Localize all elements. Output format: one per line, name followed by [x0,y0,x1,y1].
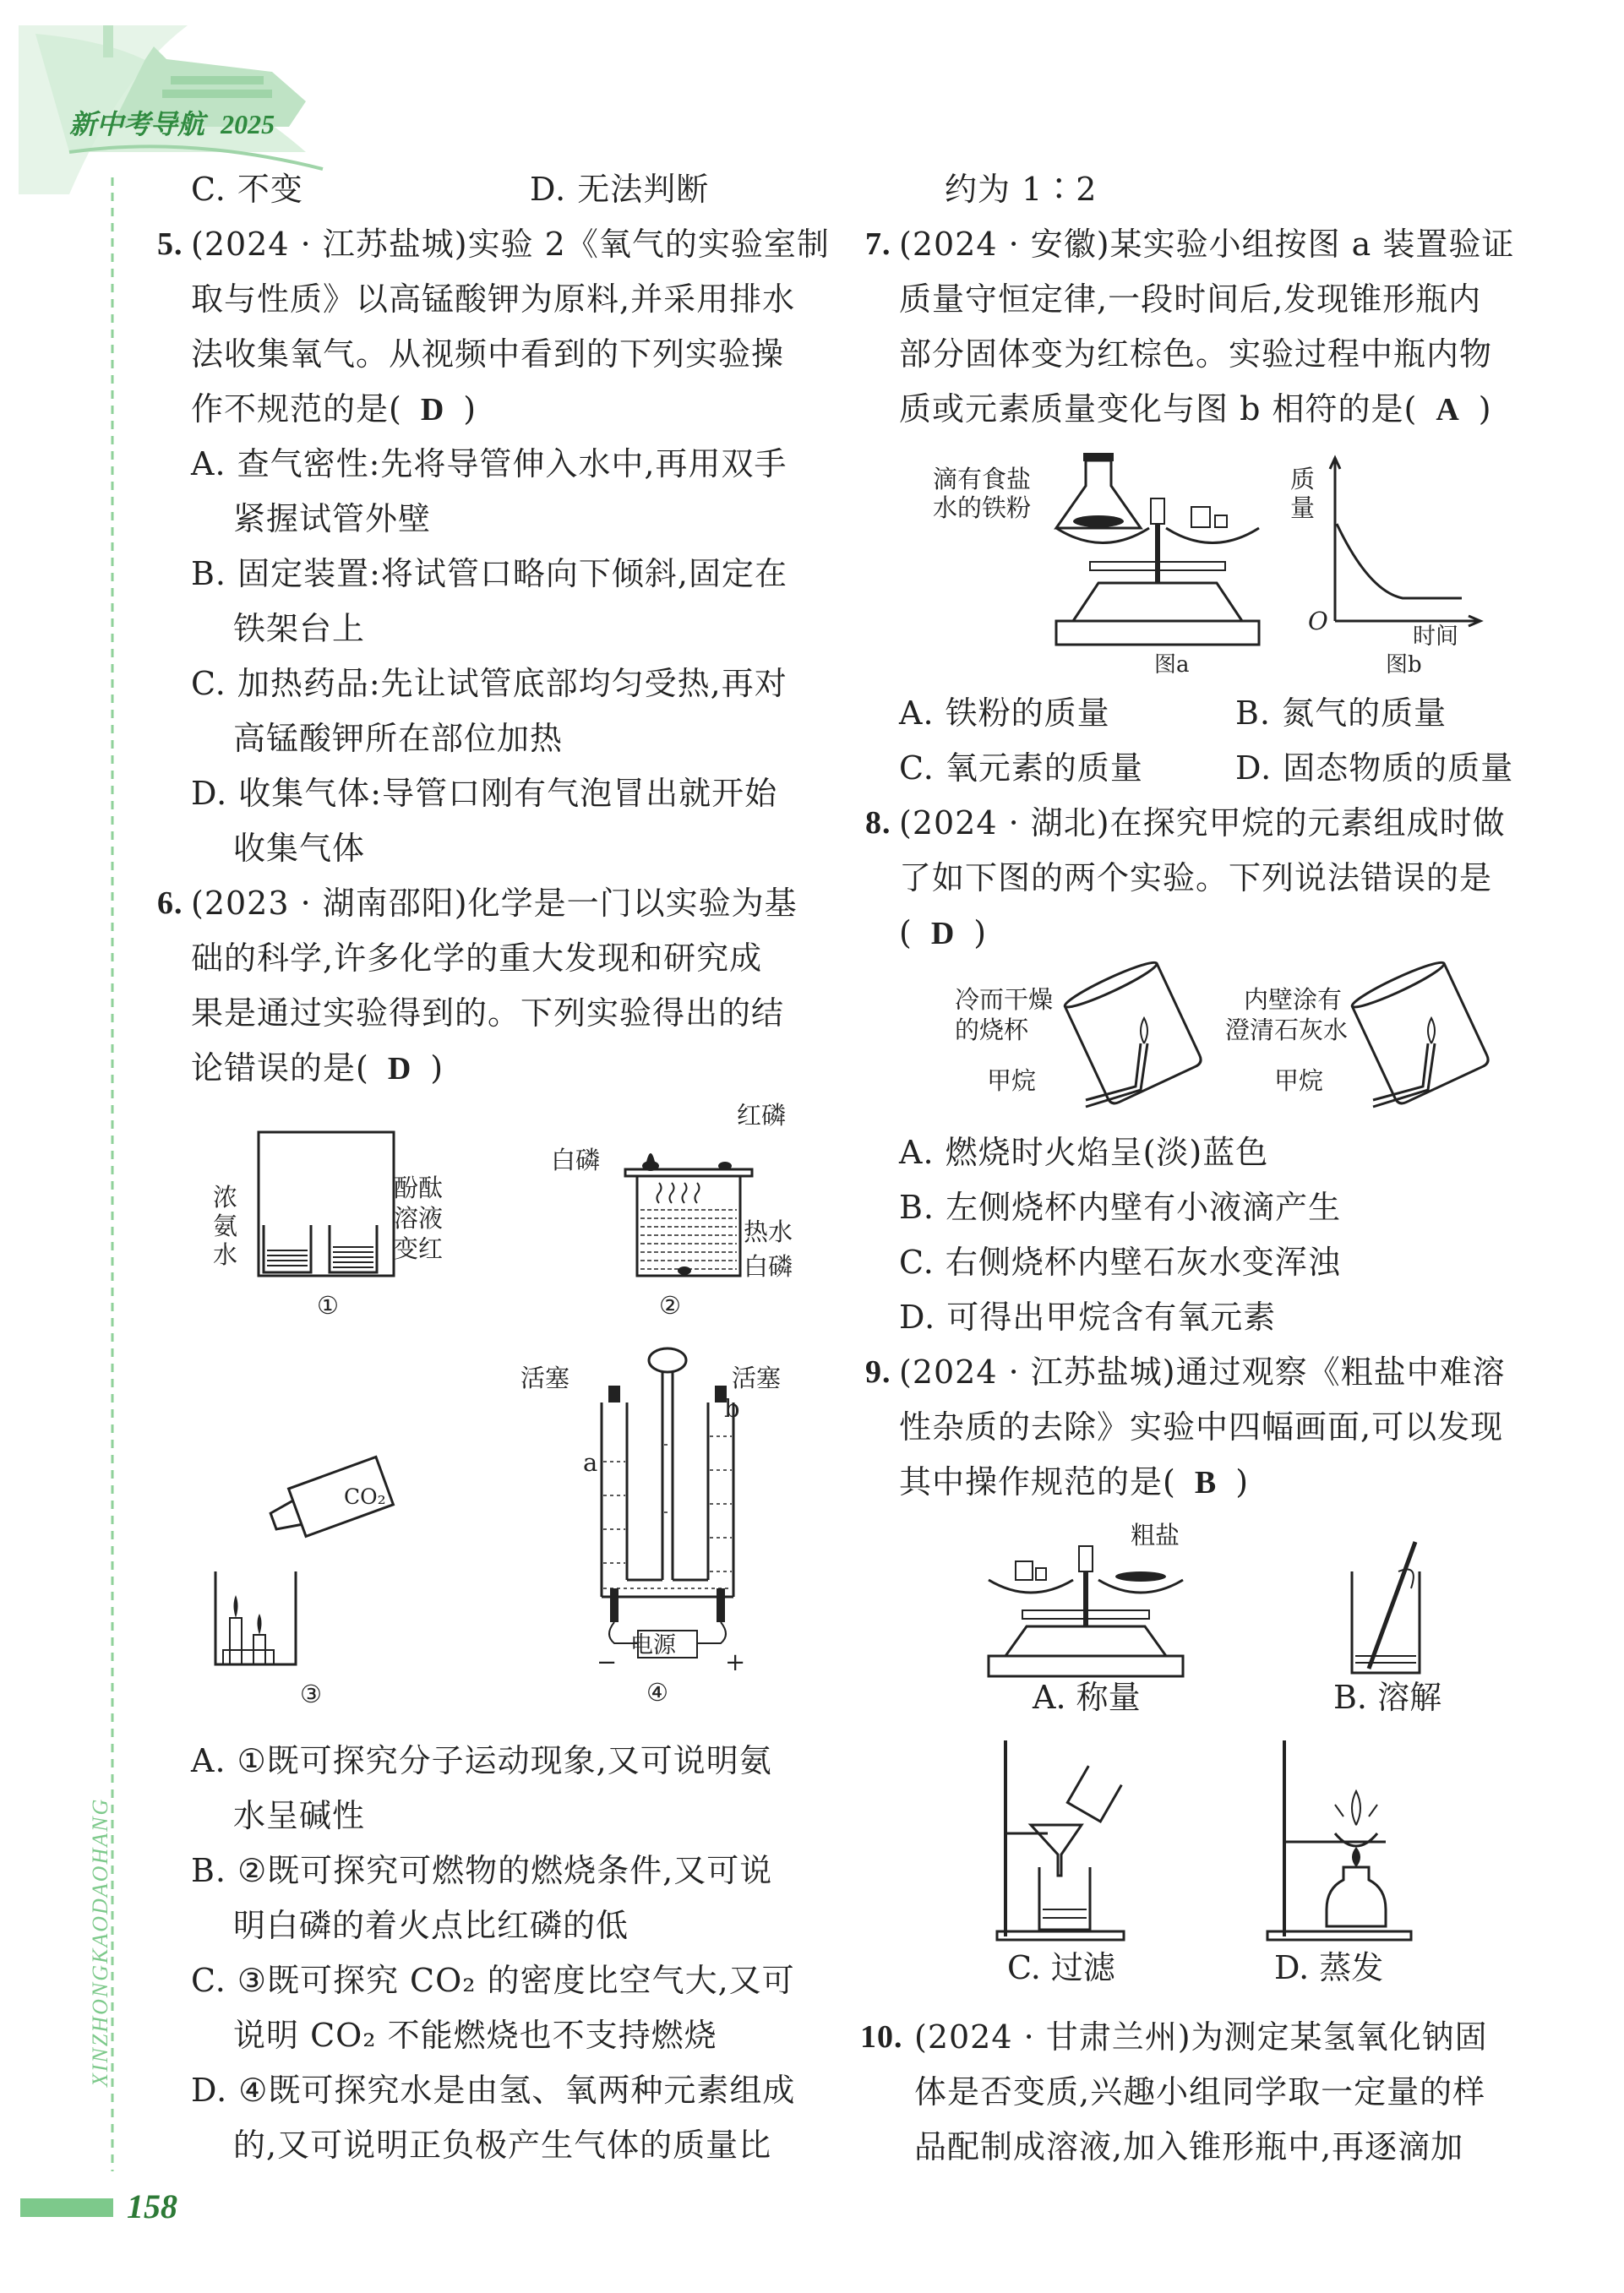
fig-b-caption: 图b [1386,652,1422,678]
fig-b-origin: O [1308,607,1328,635]
q6-line: (2023 · 湖南邵阳)化学是一门以实验为基 [191,885,798,922]
page-number: 158 [127,2187,177,2225]
q9-caption-b: B. 溶解 [1333,1679,1442,1716]
q9-fig-label-crude-salt: 粗盐 [1131,1521,1180,1550]
q8-fig-label-coated: 内壁涂有 [1244,985,1343,1014]
q6-option-a-cont: 水呈碱性 [233,1797,366,1834]
fig4-minus: − [597,1648,618,1676]
q10-line: 品配制成溶液,加入锥形瓶中,再逐滴加 [914,2128,1464,2165]
figure-a-balance-flask [1039,448,1276,651]
fig3-co2-label: CO₂ [344,1484,386,1509]
fig2-label-white-phosphorus-2: 白磷 [744,1252,793,1281]
figure-1-ammonia-beakers [245,1124,406,1284]
q6-option-b: B. ②既可探究可燃物的燃烧条件,又可说 [191,1852,773,1889]
fig-a-label-line1: 滴有食盐 [933,465,1032,493]
q8-fig-label-cold-dry: 冷而干燥 [955,985,1054,1014]
fig4-power-label: 电源 [630,1632,676,1658]
q8-option-b: B. 左侧烧杯内壁有小液滴产生 [899,1189,1342,1226]
fig2-label-hot-water: 热水 [744,1217,793,1246]
q6-option-a: A. ①既可探究分子运动现象,又可说明氨 [191,1742,772,1779]
q8-fig-label-methane-left: 甲烷 [987,1066,1037,1095]
q8-stem-end: ( D ) [899,914,988,951]
figure-filtration-setup [997,1740,1132,1943]
q6-option-d: D. ④既可探究水是由氢、氧两种元素组成 [191,2072,796,2109]
figure-2-phosphorus-combustion [625,1115,752,1284]
footer-bar-icon [20,2198,122,2219]
q5-number: 5. [157,226,183,262]
fig-a-label-line2: 水的铁粉 [933,493,1032,522]
q6-number: 6. [157,885,183,921]
figure-3-co2-candles [211,1453,431,1673]
q7-option-d: D. 固态物质的质量 [1235,749,1514,787]
fig4-plus: + [725,1648,746,1676]
q6-option-c-cont: 说明 CO₂ 不能燃烧也不支持燃烧 [233,2017,717,2054]
q6-line: 础的科学,许多化学的重大发现和研究成 [191,940,763,977]
q6-option-c: C. ③既可探究 CO₂ 的密度比空气大,又可 [191,1962,795,1999]
q10-number: 10. [860,2019,903,2055]
side-vertical-text: XINZHONGKAODAOHANG [88,1797,112,2087]
fig2-label-white-phosphorus: 白磷 [551,1146,601,1174]
prev-option-c: C. 不变 [191,171,303,208]
fig-a-caption: 图a [1154,652,1190,678]
q8-option-d: D. 可得出甲烷含有氧元素 [899,1299,1277,1336]
q6-answer: D [387,1051,412,1087]
q7-answer: A [1436,392,1460,428]
q9-stem-end: 其中操作规范的是( B ) [899,1463,1250,1501]
q6-option-d-cont: 的,又可说明正负极产生气体的质量比 [233,2127,772,2164]
q5-option-b: B. 固定装置:将试管口略向下倾斜,固定在 [191,555,787,592]
fig1-left-label: 浓 氨 水 [213,1183,238,1269]
fig3-number: ③ [300,1680,322,1708]
q7-option-b: B. 氮气的质量 [1235,694,1447,732]
q7-option-a: A. 铁粉的质量 [899,694,1110,732]
q9-line: 性杂质的去除》实验中四幅画面,可以发现 [899,1408,1504,1446]
fig2-number: ② [659,1291,681,1320]
fig4-stopcock-left: 活塞 [520,1364,570,1392]
q6-option-b-cont: 明白磷的着火点比红磷的低 [233,1907,629,1944]
q9-line: (2024 · 江苏盐城)通过观察《粗盐中难溶 [899,1353,1506,1391]
q7-line: 部分固体变为红棕色。实验过程中瓶内物 [899,335,1493,373]
q8-fig-label-beaker: 的烧杯 [955,1016,1029,1044]
q9-number: 9. [865,1354,891,1390]
fig4-label-a: a [583,1448,598,1477]
q5-option-a-cont: 紧握试管外壁 [233,500,432,537]
q6-line: 果是通过实验得到的。下列实验得出的结 [191,994,785,1032]
fig4-number: ④ [646,1678,668,1707]
q8-fig-label-methane-right: 甲烷 [1274,1066,1324,1095]
q9-caption-d: D. 蒸发 [1274,1949,1384,1986]
q5-option-a: A. 查气密性:先将导管伸入水中,再用双手 [191,445,787,482]
q7-line: 质量守恒定律,一段时间后,发现锥形瓶内 [899,280,1482,318]
q5-option-c: C. 加热药品:先让试管底部均匀受热,再对 [191,665,787,702]
q5-stem-end: 作不规范的是( D ) [191,390,477,428]
figure-evaporation-setup [1259,1740,1428,1943]
q10-line: (2024 · 甘肃兰州)为测定某氢氧化钠固 [914,2018,1488,2056]
q7-line: (2024 · 安徽)某实验小组按图 a 装置验证 [899,226,1515,263]
q7-option-c: C. 氧元素的质量 [899,749,1143,787]
fig1-number: ① [317,1291,339,1320]
q7-number: 7. [865,226,891,262]
q9-caption-a: A. 称量 [1033,1679,1141,1716]
q5-option-d-cont: 收集气体 [233,830,366,867]
figure-dissolving-beaker [1343,1538,1436,1681]
q9-caption-c: C. 过滤 [1007,1949,1115,1986]
prev-option-d: D. 无法判断 [530,171,710,208]
fig2-label-red-phosphorus: 红磷 [737,1101,787,1130]
figure-4-water-electrolysis [591,1343,746,1676]
q6-stem-end: 论错误的是( D ) [191,1049,444,1087]
q8-line: 了如下图的两个实验。下列说法错误的是 [899,859,1493,896]
q8-fig-label-limewater: 澄清石灰水 [1225,1016,1349,1044]
q5-line: 取与性质》以高锰酸钾为原料,并采用排水 [191,280,796,318]
q8-option-c: C. 右侧烧杯内壁石灰水变浑浊 [899,1244,1341,1281]
fig4-stopcock-right: 活塞 [732,1364,782,1392]
fig-b-xlabel: 时间 [1413,624,1458,650]
fig-b-ylabel-1: 质 [1290,465,1316,493]
q8-number: 8. [865,805,891,841]
figure-b-mass-time-graph [1318,456,1487,634]
q9-answer: B [1194,1465,1218,1501]
q8-option-a: A. 燃烧时火焰呈(淡)蓝色 [899,1134,1269,1171]
header-banner [19,25,331,194]
q5-option-d: D. 收集气体:导管口刚有气泡冒出就开始 [191,775,778,812]
figure-weighing-balance [980,1529,1191,1681]
q8-line: (2024 · 湖北)在探究甲烷的元素组成时做 [899,804,1506,841]
q7-stem-end: 质或元素质量变化与图 b 相符的是( A ) [899,390,1492,428]
q10-line: 体是否变质,兴趣小组同学取一定量的样 [914,2073,1486,2111]
series-year: 2025 [221,109,275,139]
fig4-label-b: b [724,1394,740,1423]
q5-option-c-cont: 高锰酸钾所在部位加热 [233,720,564,757]
fig1-right-label: 酚酞 溶液 变红 [394,1174,444,1263]
q5-line: (2024 · 江苏盐城)实验 2《氧气的实验室制 [191,226,830,263]
q5-answer: D [420,392,445,428]
q5-line: 法收集氧气。从视频中看到的下列实验操 [191,335,785,373]
series-title: 新中考导航 [69,108,205,140]
fig-b-ylabel-2: 量 [1290,493,1316,522]
q8-answer: D [930,916,956,951]
prev-continuation: 约为 1∶2 [945,171,1098,208]
q5-option-b-cont: 铁架台上 [233,610,366,647]
